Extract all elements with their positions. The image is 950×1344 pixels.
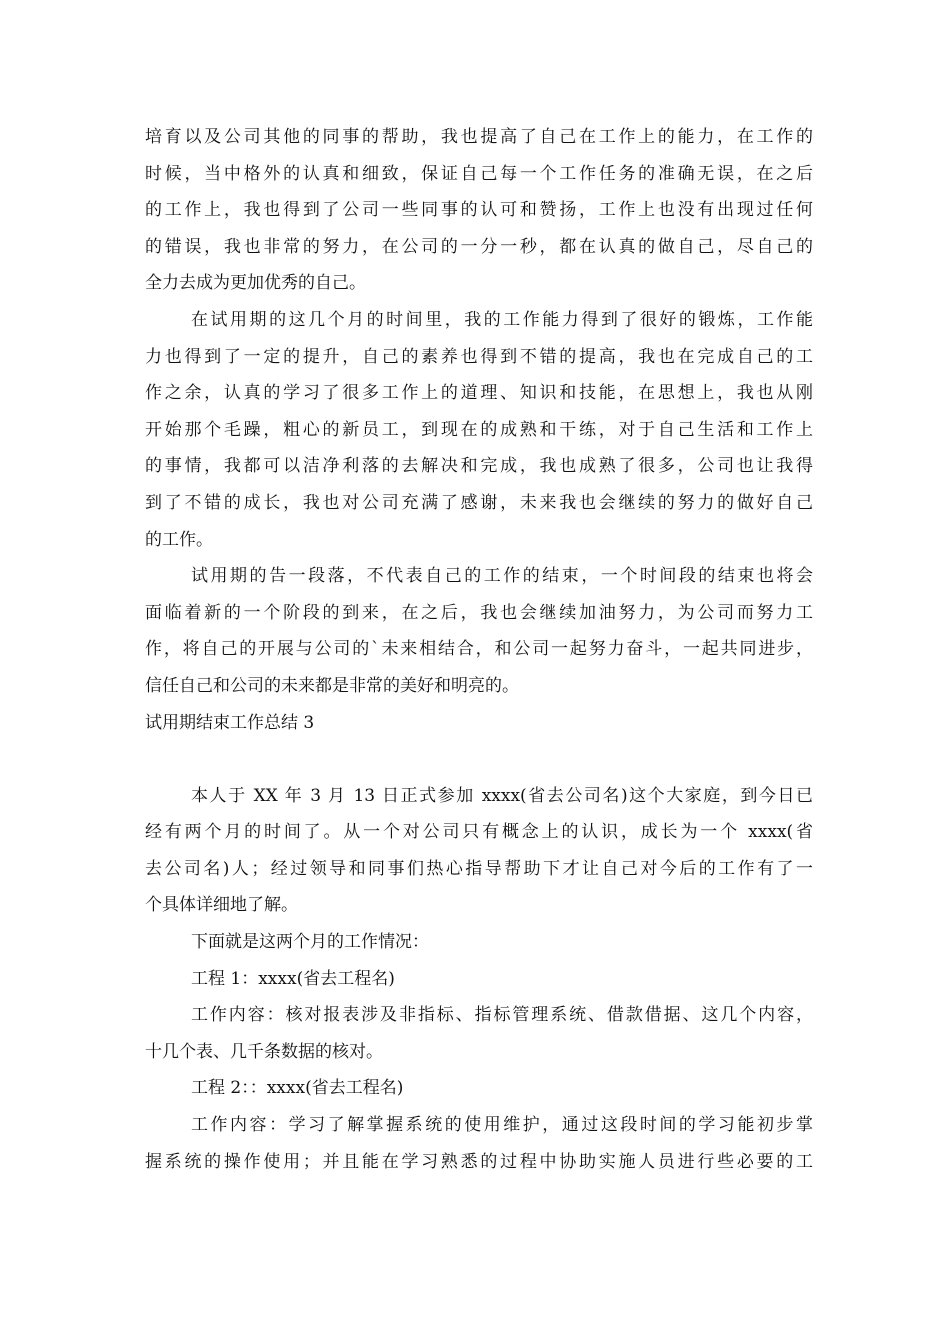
text-line: 信任自己和公司的未来都是非常的美好和明亮的。: [145, 675, 519, 696]
text-line: 作之余，认真的学习了很多工作上的道理、知识和技能，在思想上，我也从刚: [145, 383, 813, 404]
text-line: 开始那个毛躁，粗心的新员工，到现在的成熟和干练，对于自己生活和工作上: [145, 419, 813, 440]
document-body: [145, 119, 813, 1180]
text-line: 在试用期的这几个月的时间里，我的工作能力得到了很好的锻炼，工作能: [191, 309, 813, 330]
text-line: 的错误，我也非常的努力，在公司的一分一秒，都在认真的做自己，尽自己的: [145, 236, 813, 257]
text-line: 到了不错的成长，我也对公司充满了感谢，未来我也会继续的努力的做好自己: [145, 492, 813, 513]
paragraph-1: [145, 119, 813, 302]
section-intro: [145, 778, 813, 924]
text-line: 面临着新的一个阶段的到来，在之后，我也会继续加油努力，为公司而努力工: [145, 602, 813, 623]
text-line: 十几个表、几千条数据的核对。: [145, 1041, 383, 1062]
text-line: 培育以及公司其他的同事的帮助，我也提高了自己在工作上的能力，在工作的: [145, 127, 813, 147]
text-line: 工作内容：学习了解掌握系统的使用维护，通过这段时间的学习能初步掌: [191, 1115, 813, 1136]
text-line: 本人于 XX 年 3 月 13 日正式参加 xxxx(省去公司名)这个大家庭，到今日已: [191, 785, 813, 806]
text-line: 作，将自己的开展与公司的`未来相结合，和公司一起努力奋斗，一起共同进步，: [145, 639, 813, 660]
text-line: 工作内容：核对报表涉及非指标、指标管理系统、借款借据、这几个内容，: [191, 1005, 813, 1026]
text-line: 全力去成为更加优秀的自己。: [145, 273, 366, 294]
text-line: 时候，当中格外的认真和细致，保证自己每一个工作任务的准确无误，在之后: [145, 163, 813, 184]
text-line: 去公司名)人；经过领导和同事们热心指导帮助下才让自己对今后的工作有了一: [145, 858, 813, 879]
text-line: 的工作上，我也得到了公司一些同事的认可和赞扬，工作上也没有出现过任何: [145, 200, 813, 221]
summary-line: 下面就是这两个月的工作情况：: [191, 932, 429, 953]
project-1-title: 工程 1：xxxx(省去工程名): [191, 968, 395, 989]
text-line: 的工作。: [145, 529, 213, 550]
project-2-title: 工程 2：：xxxx(省去工程名): [191, 1078, 404, 1099]
text-line: 个具体详细地了解。: [145, 895, 298, 916]
section-title: 试用期结束工作总结 3: [145, 712, 315, 733]
blank-line: [145, 741, 813, 778]
paragraph-3: [145, 558, 813, 704]
project-1-content: [145, 997, 813, 1070]
text-line: 经有两个月的时间了。从一个对公司只有概念上的认识，成长为一个 xxxx(省: [145, 822, 813, 843]
project-2-content: [145, 1107, 813, 1180]
text-line: 力也得到了一定的提升，自己的素养也得到不错的提高，我也在完成自己的工: [145, 346, 813, 367]
text-line: 握系统的操作使用；并且能在学习熟悉的过程中协助实施人员进行些必要的工: [145, 1151, 813, 1172]
text-line: 的事情，我都可以洁净利落的去解决和完成，我也成熟了很多，公司也让我得: [145, 456, 813, 477]
text-line: 试用期的告一段落，不代表自己的工作的结束，一个时间段的结束也将会: [191, 566, 813, 587]
paragraph-2: [145, 302, 813, 558]
